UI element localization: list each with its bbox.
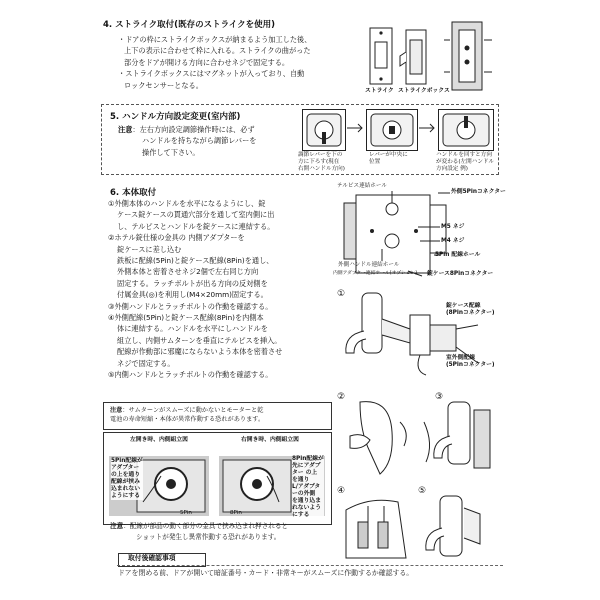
section6-body xyxy=(108,198,282,381)
section6-line: ケース錠ケースの貫通穴部分を通して室内側に出 xyxy=(117,210,275,220)
handle-setting-fig2 xyxy=(366,109,418,151)
warning1-line: ：サムターンがスムーズに動かないとモーターと乾 xyxy=(122,407,264,414)
label-adapter-hole: 内側アダプター連結ホール(オプション) xyxy=(333,271,418,276)
check-text: ドアを閉める前、ドアが開いて暗証番号・カード・非常キーがスムーズに作動するか確認する。 xyxy=(118,569,414,577)
assembly-left-note: 5Pin配線が アダプター の上を通り 配線が挟み 込まれない ようにする xyxy=(111,458,143,499)
section6-line: 錠ケースに差し込む xyxy=(117,244,182,254)
strike-drawing xyxy=(366,22,494,92)
warning1-label: 注意 xyxy=(110,407,123,414)
install-fig45-drawing xyxy=(340,488,495,564)
warning2-line: ショットが発生し異常作動する恐れがあります。 xyxy=(136,533,281,541)
warning2-text xyxy=(110,521,288,543)
section6-line: ⑤内側ハンドルとラッチボルトの作動を確認する。 xyxy=(108,370,273,380)
label-telpis-hole: テルピス連結ホール xyxy=(337,183,387,189)
section4-line: ロックセンサーとなる。 xyxy=(124,80,203,90)
install-fig23 xyxy=(340,392,495,487)
section6-line: し、テルピスとハンドルを錠ケースに連結する。 xyxy=(117,221,275,231)
note-label: 注意 xyxy=(118,125,133,134)
section6-line: ②ホテル錠仕様の金具の 内側アダプターを xyxy=(108,233,245,243)
label-handle-hole: 外側ハンドル連結ホール xyxy=(338,262,400,268)
step-num-5: ⑤ xyxy=(418,486,427,496)
warning2-label: 注意 xyxy=(110,522,124,530)
section6-line: 体に連結する。ハンドルを水平にしハンドルを xyxy=(117,324,268,334)
section6-line: 固定する。ラッチボルトが出る方向の反対側を xyxy=(117,278,268,288)
handle-setting-fig1 xyxy=(302,109,346,151)
note-line: ハンドルを持ちながら調節レバーを xyxy=(142,136,257,146)
fig1-label-case-wire: 錠ケース配線 (8Pinコネクター) xyxy=(446,303,495,316)
install-fig45 xyxy=(340,488,495,564)
handle-setting-fig3 xyxy=(438,109,494,151)
assembly-left-pin: 5Pin xyxy=(180,510,192,516)
fig1-label-outer-wire: 室外側配線 (5Pinコネクター) xyxy=(446,355,495,368)
label-m5: M5 ネジ xyxy=(441,224,465,230)
section6-line: ネジで固定する。 xyxy=(117,358,175,368)
label-conn5-top: 外側5Pinコネクター xyxy=(451,189,506,195)
section6-line: ③外側ハンドルとラッチボルトの作動を確認する。 xyxy=(108,301,273,311)
check-title: 取付後確認事項 xyxy=(128,554,176,562)
label-pin5-hole: 5Pin 配線ホール xyxy=(435,252,481,258)
section6-line: 鉄板に配線(5Pin)と錠ケース配線(8Pin)を通し、 xyxy=(117,256,274,266)
section6-line: ④外側配線(5Pin)と錠ケース配線(8Pin)を内側本 xyxy=(108,313,264,323)
section6-line: 外側本体と密着させネジ2個で左右同じ方向 xyxy=(117,267,259,277)
assembly-right-note: 8Pin配線が 先にアダプ ター の上 を通り L/アダプタ ーの外側 を通り込ま れないよう にする xyxy=(292,456,324,518)
warning2-line: ：配線が部品の動く部分の金具で挟み込まれ押されると xyxy=(123,522,289,530)
warning1-line: 電池の寿命短縮・本体が異常作動する恐れがあります。 xyxy=(110,416,265,423)
note-line: ：左右方向設定調節操作時には、必ず xyxy=(132,125,255,134)
section6-line: 配線が作動部に邪魔にならないよう本体を密着させ xyxy=(117,347,283,357)
label-conn8: 錠ケース8Pinコネクター xyxy=(427,271,494,277)
section4-line: ・ドアの枠にストライクボックスが納まるよう加工した後、 xyxy=(118,35,312,44)
caption-fig1: 調節レバーを下の 方に下ろす(現在 右開ハンドル方向) xyxy=(298,152,345,172)
caption-fig3: ハンドルを回すと方向 が変わる(左開ハンドル 方向設定 例) xyxy=(436,152,495,172)
section4-title: 4. ストライク取付(既存のストライクを使用) xyxy=(103,20,276,30)
assembly-right-title: 右開き時、内側組立図 xyxy=(241,437,299,443)
note-line: 操作して下さい。 xyxy=(142,147,200,157)
label-strike-box: ストライクボックス xyxy=(398,88,450,94)
strike-figure xyxy=(366,22,494,92)
warning1-text xyxy=(110,406,264,424)
check-divider xyxy=(117,565,503,566)
section4-line: ・ストライクボックスにはマグネットが入っており、自動 xyxy=(118,69,305,79)
install-fig23-drawing xyxy=(340,392,495,487)
section5-title: 5. ハンドル方向設定変更(室内部) xyxy=(110,112,241,122)
label-strike: ストライク xyxy=(365,88,394,94)
section6-line: ①外側本体のハンドルを水平になるようにし、錠 xyxy=(108,199,266,208)
step-num-1: ① xyxy=(337,289,346,299)
step-num-4: ④ xyxy=(337,486,346,496)
step-num-3: ③ xyxy=(435,392,444,402)
section5-note xyxy=(118,124,257,158)
section4-line: 部分をドアが開ける方向に合わせネジで固定する。 xyxy=(124,57,290,67)
caption-fig2: レバーが中央に 位置 xyxy=(369,152,408,165)
label-m4: M4 ネジ xyxy=(441,238,465,244)
section6-line: 付属金具(◎)を利用し(M4×20mm)固定する。 xyxy=(117,290,268,300)
assembly-left-title: 左開き時、内側組立図 xyxy=(130,437,188,443)
step-num-2: ② xyxy=(337,392,346,402)
section4-body xyxy=(118,34,311,91)
section4-line: 上下の表示に合わせて枠に入れる。ストライクの曲がった xyxy=(124,46,311,56)
assembly-right-pin: 8Pin xyxy=(230,510,242,516)
section6-title: 6. 本体取付 xyxy=(110,188,157,198)
section6-line: 組立し、内側サムターンを垂直にテルピスを挿入。 xyxy=(117,335,282,345)
